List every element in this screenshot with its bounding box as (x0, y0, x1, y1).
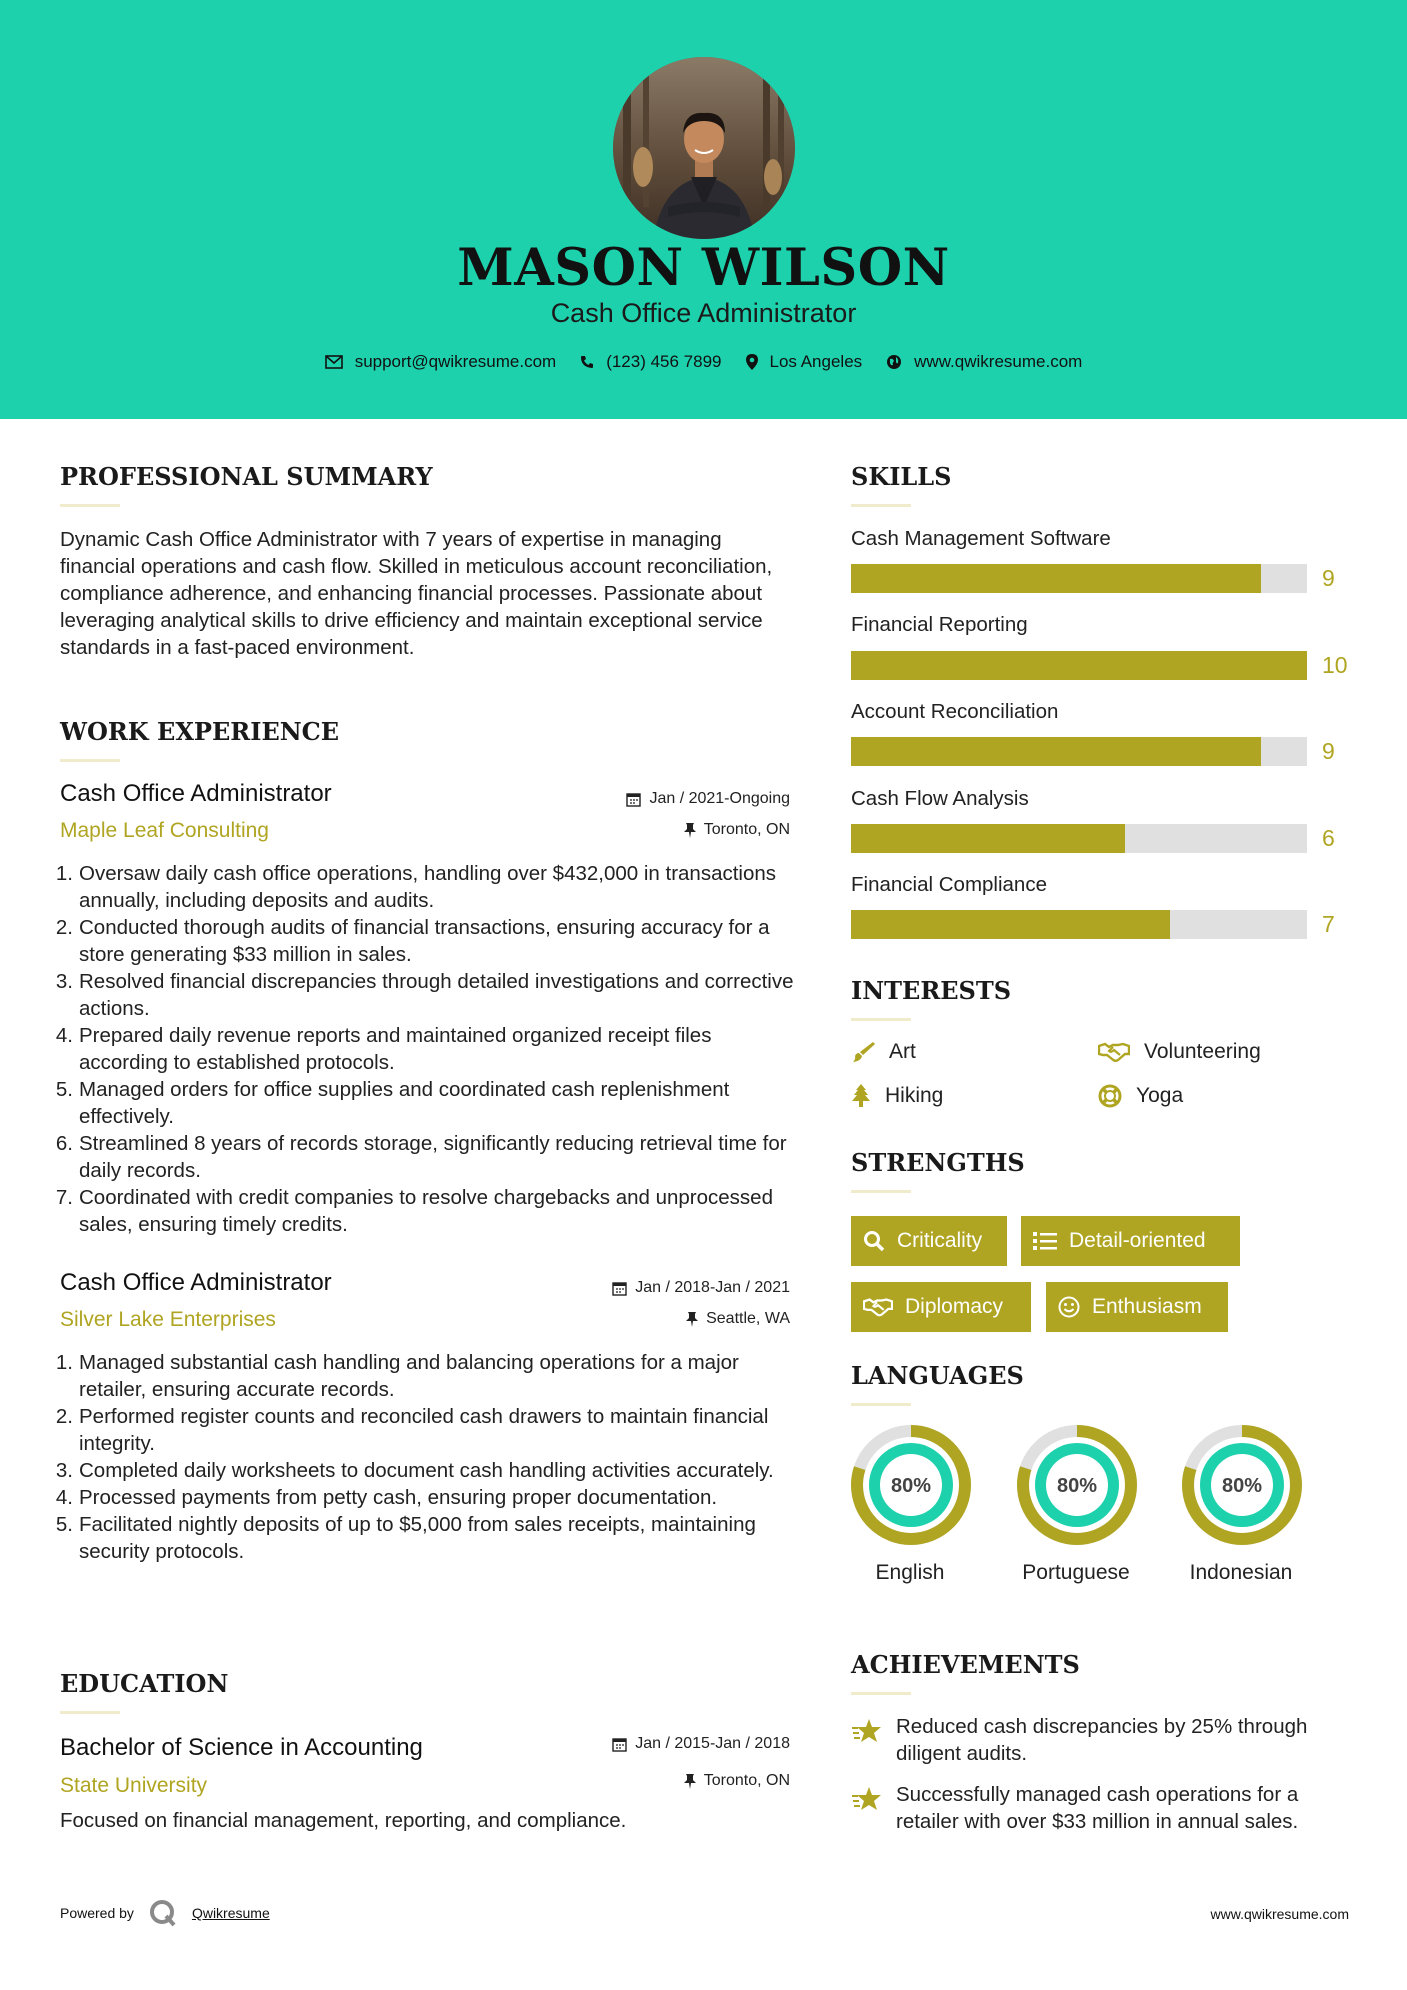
smile-icon (1058, 1296, 1080, 1318)
job-location (684, 821, 790, 839)
achievement-item: Reduced cash discrepancies by 25% through diligent audits. (896, 1715, 1308, 1765)
handshake-icon (1098, 1042, 1130, 1062)
interest-item (1098, 1084, 1183, 1108)
education-location-text: Toronto, ON (703, 1772, 790, 1789)
language-ring (1181, 1424, 1303, 1546)
list-item: 6. Streamlined 8 years of records storage, significantly reducing retrieval time for daily records. (55, 1132, 787, 1182)
skill-bar-fill (851, 737, 1261, 766)
skill-value: 9 (1322, 738, 1335, 764)
search-icon (863, 1230, 885, 1252)
strength-badge (851, 1282, 1031, 1332)
strength-label: Detail-oriented (1069, 1229, 1206, 1252)
skills-heading: SKILLS (851, 462, 952, 491)
experience-divider (60, 759, 120, 762)
skill-label: Account Reconciliation (851, 700, 1059, 723)
candidate-name: MASON WILSON (457, 238, 950, 298)
job-location-text: Toronto, ON (703, 821, 790, 838)
education-degree: Bachelor of Science in Accounting (60, 1734, 423, 1761)
education-location (684, 1772, 790, 1790)
language-percent-text: 80% (1221, 1475, 1263, 1497)
skill-bar-fill (851, 910, 1170, 939)
lifebuoy-icon (1098, 1084, 1122, 1108)
job-location-text: Seattle, WA (706, 1310, 790, 1327)
list-icon (1033, 1231, 1057, 1251)
footer-website[interactable]: www.qwikresume.com (1210, 1906, 1349, 1922)
job-dates-text: Jan / 2021-Ongoing (649, 790, 790, 807)
skill-label: Cash Flow Analysis (851, 787, 1029, 810)
qwikresume-link[interactable]: Qwikresume (191, 1905, 270, 1921)
job-bullets (55, 860, 795, 1238)
powered-by-text: Powered by (60, 1905, 134, 1921)
list-item: 5. Facilitated nightly deposits of up to $5,000 from sales receipts, maintaining security protocols. (55, 1513, 756, 1563)
skill-bar-fill (851, 564, 1261, 593)
skill-value: 6 (1322, 825, 1335, 851)
list-item: 1. Managed substantial cash handling and balancing operations for a major retailer, ensuring accurate records. (55, 1351, 739, 1401)
pushpin-icon (684, 823, 696, 838)
language-percent-text: 80% (890, 1475, 932, 1497)
tree-icon (851, 1084, 871, 1108)
job-title: Cash Office Administrator (60, 780, 332, 807)
skills-divider (851, 504, 911, 507)
contact-website[interactable] (886, 352, 1082, 372)
resume-header (0, 0, 1407, 419)
strength-badge (1046, 1282, 1228, 1332)
list-item: 2. Performed register counts and reconciled cash drawers to maintain financial integrity. (55, 1405, 769, 1455)
language-ring (1016, 1424, 1138, 1546)
strengths-divider (851, 1190, 911, 1193)
skill-label: Financial Compliance (851, 873, 1047, 896)
list-item: 1. Oversaw daily cash office operations, handling over $432,000 in transactions annually, including deposits and audits. (55, 862, 777, 912)
summary-text: Dynamic Cash Office Administrator with 7 years of expertise in managing financial operations and cash flow. Skilled in meticulous account reconciliation, compliance adherence, and enhancing financial processes. Passionate about leveraging analytical skills to drive efficiency and maintain exceptional service standards in a fast-paced environment. (60, 528, 773, 659)
education-heading: EDUCATION (60, 1669, 229, 1698)
strength-label: Criticality (897, 1229, 983, 1252)
achievements-heading: ACHIEVEMENTS (851, 1650, 1080, 1679)
globe-icon (886, 354, 902, 370)
map-pin-icon (746, 354, 758, 370)
contact-phone[interactable] (580, 352, 721, 372)
list-item: 5. Managed orders for office supplies and coordinated cash replenishment effectively. (55, 1078, 730, 1128)
list-item: 3. Completed daily worksheets to document cash handling activities accurately. (55, 1459, 774, 1482)
language-label: English (875, 1561, 945, 1584)
strengths-heading: STRENGTHS (851, 1148, 1025, 1177)
languages-divider (851, 1403, 911, 1406)
phone-text: (123) 456 7899 (606, 352, 722, 371)
education-divider (60, 1711, 120, 1714)
skill-value: 10 (1322, 652, 1348, 678)
strength-badge (1021, 1216, 1240, 1266)
list-item: 4. Prepared daily revenue reports and maintained organized receipt files according to established protocols. (55, 1024, 712, 1074)
pushpin-icon (686, 1312, 698, 1327)
skill-bar-fill (851, 651, 1307, 680)
skill-bar-track (851, 824, 1307, 853)
list-item: 7. Coordinated with credit companies to resolve chargebacks and unprocessed sales, ensuring timely credits. (55, 1186, 773, 1236)
star-icon (851, 1718, 883, 1746)
candidate-title: Cash Office Administrator (550, 298, 857, 328)
qwikresume-logo-icon (148, 1898, 178, 1928)
interest-label: Yoga (1136, 1084, 1184, 1107)
phone-icon (580, 355, 594, 369)
calendar-icon (626, 792, 641, 807)
list-item: 4. Processed payments from petty cash, ensuring proper documentation. (55, 1486, 718, 1509)
language-percent-text: 80% (1056, 1475, 1098, 1497)
job-bullets (55, 1349, 795, 1565)
achievements-divider (851, 1692, 911, 1695)
skill-bar-fill (851, 824, 1125, 853)
interest-item (851, 1084, 943, 1108)
language-label: Indonesian (1189, 1561, 1293, 1584)
contact-bar (0, 352, 1407, 372)
job-dates (612, 1279, 790, 1297)
handshake-icon (863, 1297, 893, 1317)
interest-item (1098, 1040, 1261, 1064)
job-company: Silver Lake Enterprises (60, 1308, 276, 1331)
education-dates-text: Jan / 2015-Jan / 2018 (635, 1735, 790, 1752)
footer-powered-by (60, 1898, 270, 1928)
email-text: support@qwikresume.com (354, 352, 557, 371)
job-company: Maple Leaf Consulting (60, 819, 269, 842)
interest-item (851, 1040, 916, 1064)
summary-heading: PROFESSIONAL SUMMARY (60, 462, 433, 491)
list-item: 3. Resolved financial discrepancies through detailed investigations and corrective actions. (55, 970, 794, 1020)
star-icon (851, 1786, 883, 1814)
strength-badge (851, 1216, 1007, 1266)
languages-heading: LANGUAGES (851, 1361, 1024, 1390)
skill-bar-track (851, 651, 1307, 680)
achievement-item: Successfully managed cash operations for a retailer with over $33 million in annual sales. (896, 1783, 1299, 1833)
list-item: 2. Conducted thorough audits of financial transactions, ensuring accuracy for a store generating $33 million in sales. (55, 916, 770, 966)
envelope-icon (325, 355, 343, 369)
skill-bar-track (851, 737, 1307, 766)
skill-label: Financial Reporting (851, 613, 1028, 636)
summary-divider (60, 504, 120, 507)
contact-location (746, 352, 863, 372)
interests-heading: INTERESTS (851, 976, 1012, 1005)
skill-bar-track (851, 564, 1307, 593)
paintbrush-icon (851, 1041, 875, 1063)
job-dates-text: Jan / 2018-Jan / 2021 (635, 1279, 790, 1296)
education-dates (612, 1735, 790, 1753)
skill-label: Cash Management Software (851, 527, 1111, 550)
experience-heading: WORK EXPERIENCE (60, 717, 340, 746)
contact-email[interactable] (325, 352, 557, 372)
calendar-icon (612, 1737, 627, 1752)
strength-label: Diplomacy (905, 1295, 1004, 1318)
skill-bar-track (851, 910, 1307, 939)
skill-value: 9 (1322, 565, 1335, 591)
education-school: State University (60, 1774, 208, 1797)
language-label: Portuguese (1022, 1561, 1130, 1584)
strength-label: Enthusiasm (1092, 1295, 1202, 1318)
interest-label: Art (889, 1040, 916, 1063)
profile-photo (613, 57, 795, 239)
job-dates (626, 790, 790, 808)
interest-label: Volunteering (1144, 1040, 1261, 1063)
calendar-icon (612, 1281, 627, 1296)
interests-divider (851, 1018, 911, 1021)
job-title: Cash Office Administrator (60, 1269, 332, 1296)
pushpin-icon (684, 1774, 696, 1789)
language-ring (850, 1424, 972, 1546)
education-description: Focused on financial management, reporting, and compliance. (60, 1809, 627, 1832)
website-text: www.qwikresume.com (914, 352, 1083, 371)
location-text: Los Angeles (769, 352, 863, 371)
skill-value: 7 (1322, 911, 1335, 937)
interest-label: Hiking (885, 1084, 944, 1107)
job-location (686, 1310, 790, 1328)
